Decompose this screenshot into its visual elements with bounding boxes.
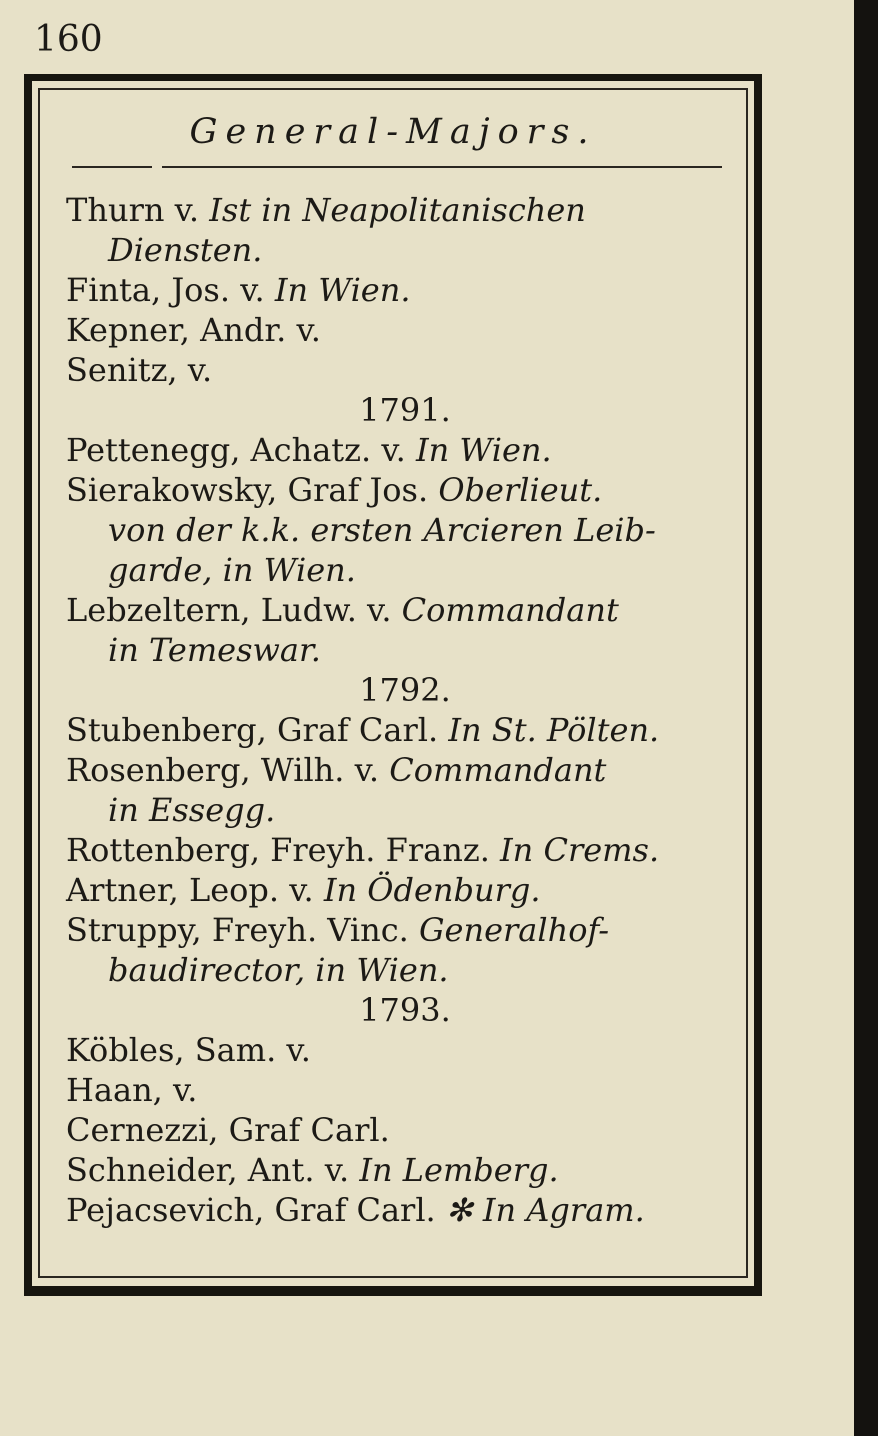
officer-entry [66,270,730,310]
entry-note: In Lemberg. [349,1151,559,1189]
officer-name: Struppy, Freyh. Vinc. [66,911,409,949]
officer-entry [66,350,730,390]
page-number: 160 [34,19,103,60]
entry-note: Diensten. [108,231,263,269]
page-title: General-Majors. [189,112,597,152]
title-rule-right [162,166,722,168]
officer-entry [66,910,730,950]
officer-entry [66,190,730,230]
entry-note: in Temeswar. [108,631,321,669]
officer-name: Finta, Jos. v. [66,271,265,309]
officer-name: Rosenberg, Wilh. v. [66,751,380,789]
page-edge-dark [854,0,878,1436]
entry-continuation [66,230,730,270]
officer-entry [66,590,730,630]
entry-note: Commandant [379,751,607,789]
officer-name: Stubenberg, Graf Carl. [66,711,439,749]
entry-note: In Wien. [405,431,552,469]
officer-entry [66,750,730,790]
officer-name: Sierakowsky, Graf Jos. [66,471,429,509]
officer-name: Artner, Leop. v. [66,871,314,909]
officer-entry [66,1070,730,1110]
entry-note: Generalhof- [408,911,609,949]
officer-entry [66,1030,730,1070]
entry-continuation [66,550,730,590]
entry-continuation [66,950,730,990]
entry-continuation [66,630,730,670]
officer-entry [66,310,730,350]
entry-note: Commandant [391,591,619,629]
officer-list [66,190,730,1230]
officer-entry [66,1150,730,1190]
officer-name: Köbles, Sam. v. [66,1031,311,1069]
officer-entry [66,1110,730,1150]
officer-name: Thurn v. [66,191,200,229]
entry-continuation [66,510,730,550]
officer-name: Senitz, v. [66,351,213,389]
entry-note: ✻ In Agram. [435,1191,645,1229]
title-rule-left [72,166,152,168]
entry-note: in Essegg. [108,791,276,829]
entry-note: von der k.k. ersten Arcieren Leib- [108,511,656,549]
entry-note: In St. Pölten. [438,711,660,749]
officer-name: Schneider, Ant. v. [66,1151,350,1189]
entry-note: Ist in Neapolitanischen [199,191,586,229]
entry-note: Oberlieut. [428,471,603,509]
officer-entry [66,830,730,870]
entry-note: baudirector, in Wien. [108,951,449,989]
officer-name: Pejacsevich, Graf Carl. [66,1191,436,1229]
officer-name: Haan, v. [66,1071,198,1109]
entry-note: garde, in Wien. [108,551,356,589]
officer-name: Kepner, Andr. v. [66,311,321,349]
entry-note: In Ödenburg. [313,871,541,909]
officer-entry [66,710,730,750]
entry-continuation [66,790,730,830]
year-heading: 1793. [359,991,451,1029]
officer-entry [66,430,730,470]
officer-entry [66,870,730,910]
officer-name: Cernezzi, Graf Carl. [66,1111,390,1149]
year-heading: 1792. [359,671,451,709]
officer-entry [66,1190,730,1230]
officer-name: Lebzeltern, Ludw. v. [66,591,392,629]
officer-name: Rottenberg, Freyh. Franz. [66,831,490,869]
year-heading: 1791. [359,391,451,429]
officer-entry [66,470,730,510]
officer-name: Pettenegg, Achatz. v. [66,431,406,469]
entry-note: In Crems. [489,831,660,869]
entry-note: In Wien. [264,271,411,309]
